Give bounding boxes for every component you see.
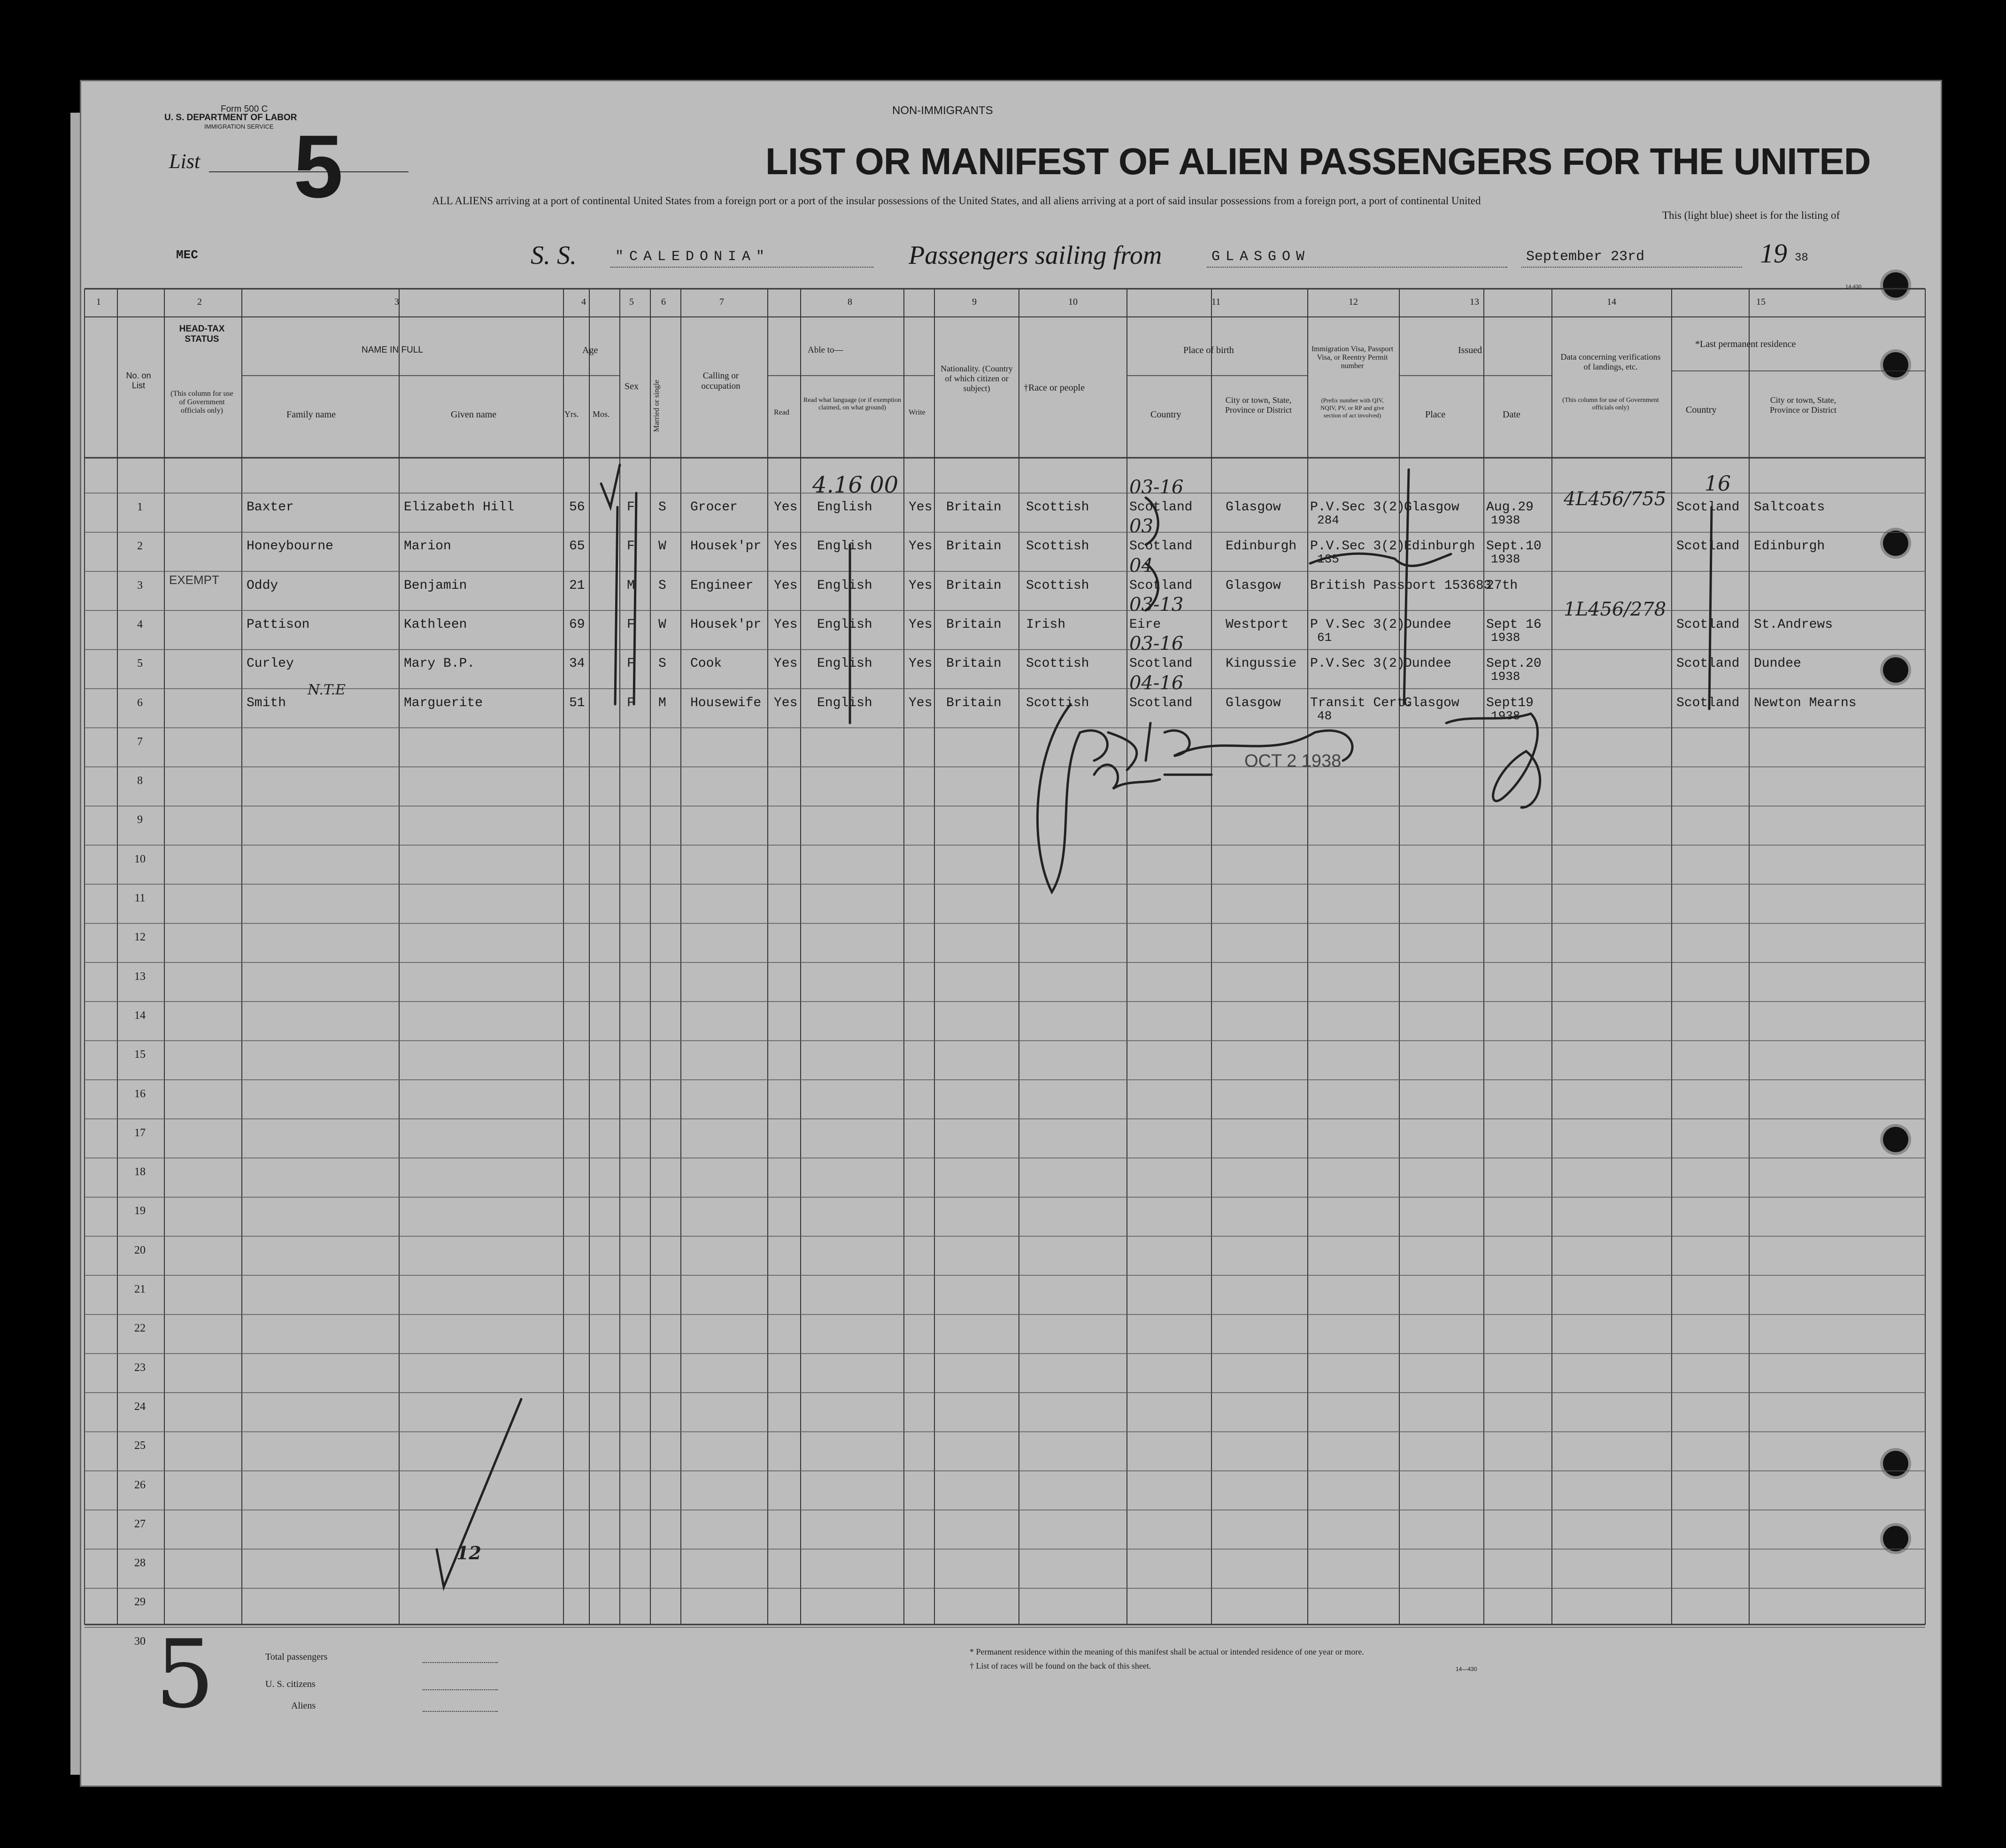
passenger-issued-year: 1938 (1491, 552, 1520, 567)
passenger-sex: M (627, 578, 635, 593)
birth-code-note: 03-16 (1129, 633, 1184, 655)
col-head-tax-note: (This column for use of Government officials only) (170, 390, 233, 415)
row-number: 1 (137, 501, 143, 513)
passenger-can-read: Yes (774, 539, 798, 554)
count-mark: 12 (456, 1542, 481, 1563)
passenger-language: English (817, 500, 872, 515)
passenger-visa-number: 284 (1317, 513, 1339, 527)
passenger-sex: F (627, 695, 635, 710)
row-number: 5 (137, 657, 143, 670)
passenger-nationality: Britain (946, 578, 1002, 593)
passenger-visa: P V.Sec 3(2) (1310, 617, 1405, 632)
sailing-date: September 23rd (1526, 249, 1645, 265)
year-suffix: 38 (1795, 252, 1808, 264)
passenger-residence-city: Dundee (1754, 656, 1801, 671)
footer-aliens: Aliens (291, 1701, 316, 1711)
passenger-issued-date: Aug.29 (1486, 500, 1534, 515)
passenger-age: 65 (569, 539, 585, 554)
passenger-occupation: Housewife (690, 695, 762, 710)
passenger-age: 51 (569, 695, 585, 710)
passenger-race: Irish (1026, 617, 1066, 632)
passenger-given-name: Benjamin (404, 578, 467, 593)
manifest-title: LIST OR MANIFEST OF ALIEN PASSENGERS FOR THE UNITED (765, 140, 1871, 182)
column-number: 15 (1756, 297, 1766, 307)
passenger-sex: F (627, 500, 635, 515)
subtitle-line-1: ALL ALIENS arriving at a port of continental United States from a foreign port or a port of the insular possessions of the United States, and all aliens arriving at a port of said insular possessions from a foreign port, a port of continental United (432, 195, 1481, 207)
col-issued-place: Place (1425, 409, 1446, 420)
row-number: 30 (134, 1635, 146, 1648)
passenger-given-name: Mary B.P. (404, 656, 475, 671)
long-flourish (1446, 714, 1540, 808)
tally-line-2 (1404, 470, 1409, 704)
passenger-family-name: Baxter (247, 500, 294, 515)
col-read: Read (774, 408, 789, 416)
row-number: 28 (134, 1557, 146, 1570)
passenger-race: Scottish (1026, 539, 1089, 554)
passenger-occupation: Housek'pr (690, 539, 762, 554)
year-prefix: 19 (1760, 238, 1787, 269)
column-number: 6 (661, 297, 666, 307)
col-race: †Race or people (1024, 383, 1085, 393)
column-number: 7 (719, 297, 724, 307)
passenger-birth-city: Edinburgh (1226, 539, 1297, 554)
row-number: 10 (134, 853, 146, 865)
passenger-occupation: Housek'pr (690, 617, 762, 632)
passenger-race: Scottish (1026, 695, 1089, 710)
inspector-initials (1094, 765, 1211, 789)
list-number: 5 (293, 117, 343, 216)
passenger-can-write: Yes (909, 500, 933, 515)
col-write: Write (909, 408, 926, 416)
col-last-residence: *Last permanent residence (1695, 339, 1796, 349)
passenger-visa: Transit Cert. (1310, 695, 1413, 710)
passenger-marital-status: S (658, 656, 666, 671)
passenger-occupation: Cook (690, 656, 722, 671)
footer-line-total (423, 1662, 498, 1663)
passenger-issued-date: Sept.20 (1486, 656, 1542, 671)
column-number: 12 (1349, 297, 1358, 307)
passenger-language: English (817, 656, 872, 671)
race-ditto (1146, 498, 1158, 610)
passenger-residence-country: Scotland (1676, 656, 1740, 671)
passenger-issued-place: Glasgow (1404, 695, 1459, 710)
passenger-age: 34 (569, 656, 585, 671)
row-number: 3 (137, 579, 143, 592)
passenger-nationality: Britain (946, 617, 1002, 632)
passenger-residence-country: Scotland (1676, 500, 1740, 515)
passenger-given-name: Kathleen (404, 617, 467, 632)
passenger-visa: P.V.Sec 3(2) (1310, 539, 1405, 554)
column-number: 1 (96, 297, 101, 307)
row-number: 29 (134, 1596, 146, 1609)
passenger-issued-place: Dundee (1404, 617, 1451, 632)
passenger-can-read: Yes (774, 695, 798, 710)
col-given-name: Given name (451, 409, 497, 420)
passenger-family-name: Smith (247, 695, 286, 710)
passenger-race: Scottish (1026, 500, 1089, 515)
visa-flourish (1310, 554, 1451, 566)
passenger-race: Scottish (1026, 578, 1089, 593)
passenger-birth-country: Scotland (1129, 500, 1193, 515)
passenger-given-name: Elizabeth Hill (404, 500, 515, 515)
passenger-sex: F (627, 617, 635, 632)
passenger-can-write: Yes (909, 539, 933, 554)
col-nationality: Nationality. (Country of which citizen or subject) (941, 364, 1013, 393)
passenger-language: English (817, 617, 872, 632)
row-number: 9 (137, 814, 143, 826)
row-number: 12 (134, 931, 146, 944)
passenger-can-read: Yes (774, 500, 798, 515)
passenger-race: Scottish (1026, 656, 1089, 671)
row-number: 22 (134, 1322, 146, 1335)
form-number: Form 500 C (221, 104, 268, 114)
row-number: 24 (134, 1400, 146, 1413)
footer-us-citizens: U. S. citizens (265, 1679, 316, 1689)
col-birth-country: Country (1150, 409, 1181, 420)
col-calling: Calling or occupation (701, 371, 741, 391)
passenger-visa-number: 48 (1317, 708, 1332, 723)
passenger-family-name: Pattison (247, 617, 310, 632)
row-number: 26 (134, 1478, 146, 1491)
passenger-residence-city: St.Andrews (1754, 617, 1833, 632)
passenger-birth-country: Scotland (1129, 539, 1193, 554)
passenger-family-name: Honeybourne (247, 539, 333, 554)
col-name-in-full: NAME IN FULL (362, 345, 423, 355)
row-number: 23 (134, 1361, 146, 1374)
checkmark-row1 (601, 465, 620, 507)
checkmark-vertical-2 (634, 493, 636, 704)
passenger-language: English (817, 578, 872, 593)
passenger-nationality: Britain (946, 539, 1002, 554)
row-number: 2 (137, 540, 143, 553)
footer-note-races: † List of races will be found on the back of this sheet. (970, 1661, 1151, 1671)
passenger-visa: P.V.Sec 3(2) (1310, 500, 1405, 515)
passenger-age: 56 (569, 500, 585, 515)
birth-code-note: 04-16 (1129, 672, 1184, 694)
col-age: Age (582, 345, 598, 355)
col-sex: Sex (625, 381, 639, 392)
passenger-issued-year: 1938 (1491, 513, 1520, 527)
list-label: List (169, 150, 201, 173)
column-number: 13 (1470, 297, 1479, 307)
row-number: 17 (134, 1126, 146, 1139)
row-number: 21 (134, 1283, 146, 1295)
col-no-on-list: No. on List (126, 371, 151, 390)
footer-form-code: 14—430 (1456, 1666, 1477, 1672)
row-number: 8 (137, 775, 143, 787)
arrival-date-stamp: OCT 2 1938 (1244, 751, 1342, 771)
row-number: 25 (134, 1440, 146, 1452)
clerk-code: MEC (176, 248, 198, 262)
row-number: 13 (134, 970, 146, 983)
col-yrs: Yrs. (564, 409, 579, 419)
passenger-issued-date: Sept19 (1486, 695, 1534, 710)
passenger-residence-city: Saltcoats (1754, 500, 1825, 515)
passenger-birth-country: Eire (1129, 617, 1161, 632)
passenger-marital-status: M (658, 695, 666, 710)
col-married: Married or single (653, 379, 661, 432)
passenger-visa-number: 135 (1317, 552, 1339, 567)
row-number: 11 (134, 892, 146, 904)
row-number: 27 (134, 1517, 146, 1530)
port-of-departure: GLASGOW (1211, 249, 1311, 265)
col-res-country: Country (1686, 405, 1717, 415)
form-code-top: 14-430 (1845, 284, 1862, 290)
passenger-given-name: Marion (404, 539, 451, 554)
footer-line-aliens (423, 1711, 498, 1712)
passenger-nationality: Britain (946, 500, 1002, 515)
passenger-can-write: Yes (909, 578, 933, 593)
column-number: 2 (197, 297, 202, 307)
row-number: 6 (137, 696, 143, 709)
passenger-issued-date: Sept.10 (1486, 539, 1542, 554)
footer-note-residence: * Permanent residence within the meaning of this manifest shall be actual or intended residence of one year or more. (970, 1647, 1364, 1656)
col-read-language: Read what language (or if exemption claimed, on what ground) (803, 397, 901, 411)
column-number: 3 (394, 297, 399, 307)
passenger-can-write: Yes (909, 695, 933, 710)
passenger-sex: F (627, 656, 635, 671)
passenger-occupation: Grocer (690, 500, 738, 515)
ss-label: S. S. (531, 241, 577, 270)
passenger-issued-year: 1938 (1491, 630, 1520, 645)
passenger-marital-status: W (658, 617, 666, 632)
passenger-birth-country: Scotland (1129, 656, 1193, 671)
col-head-tax: HEAD-TAX STATUS (179, 324, 225, 344)
passenger-birth-country: Scotland (1129, 578, 1193, 593)
service: IMMIGRATION SERVICE (204, 123, 274, 130)
col-able-to: Able to— (808, 345, 843, 355)
passenger-residence-country: Scotland (1676, 695, 1740, 710)
row-number: 4 (137, 618, 143, 631)
non-immigrants-heading: NON-IMMIGRANTS (892, 104, 993, 117)
row-number: 19 (134, 1205, 146, 1217)
checkmark-vertical (615, 507, 617, 704)
passenger-family-name: Curley (247, 656, 294, 671)
column-number: 5 (629, 297, 634, 307)
row-number: 15 (134, 1048, 146, 1061)
department: U. S. DEPARTMENT OF LABOR (164, 113, 297, 123)
landing-note-row4: 1L456/278 (1564, 599, 1667, 620)
passenger-can-write: Yes (909, 656, 933, 671)
passenger-given-name: Marguerite (404, 695, 483, 710)
passenger-birth-city: Glasgow (1226, 695, 1281, 710)
column-number: 8 (848, 297, 852, 307)
row-number: 20 (134, 1244, 146, 1256)
passenger-can-read: Yes (774, 617, 798, 632)
tally-line (1709, 507, 1712, 709)
footer-total-passengers: Total passengers (265, 1652, 328, 1662)
passenger-birth-city: Glasgow (1226, 578, 1281, 593)
col-mos: Mos. (593, 409, 610, 419)
exempt-stamp: EXEMPT (169, 573, 219, 587)
passenger-can-write: Yes (909, 617, 933, 632)
passenger-marital-status: S (658, 500, 666, 515)
passenger-occupation: Engineer (690, 578, 754, 593)
column-number: 11 (1211, 297, 1221, 307)
passenger-issued-date: Sept 16 (1486, 617, 1542, 632)
passenger-marital-status: S (658, 578, 666, 593)
col-res-city: City or town, State, Province or District (1770, 395, 1836, 415)
nte-note: N.T.E (308, 682, 346, 698)
subtitle-line-2: This (light blue) sheet is for the listing of (1662, 209, 1840, 221)
passenger-nationality: Britain (946, 656, 1002, 671)
residence-code: 16 (1705, 472, 1731, 496)
passenger-visa: British Passport 153683 (1310, 578, 1492, 593)
footer-line-citizens (423, 1689, 498, 1690)
column-number: 9 (972, 297, 977, 307)
col-issued: Issued (1458, 345, 1482, 355)
passenger-sex: F (627, 539, 635, 554)
passenger-language: English (817, 695, 872, 710)
passenger-issued-year: 1938 (1491, 708, 1520, 723)
column-number: 4 (581, 297, 586, 307)
passenger-issued-place: Dundee (1404, 656, 1451, 671)
col-visa: Immigration Visa, Passport Visa, or Reentry Permit number (1311, 345, 1394, 370)
column-number: 14 (1607, 297, 1616, 307)
row-number: 18 (134, 1166, 146, 1178)
passenger-residence-country: Scotland (1676, 539, 1740, 554)
col-visa-note: (Prefix number with QIV, NQIV, PV, or RP and give section of act involved) (1320, 397, 1384, 419)
passenger-birth-city: Kingussie (1226, 656, 1297, 671)
passenger-residence-city: Newton Mearns (1754, 695, 1857, 710)
row-number: 14 (134, 1009, 146, 1022)
passenger-issued-year: 1938 (1491, 670, 1520, 684)
col-family-name: Family name (286, 409, 336, 420)
passenger-nationality: Britain (946, 695, 1002, 710)
column-number: 10 (1068, 297, 1078, 307)
passenger-birth-city: Westport (1226, 617, 1289, 632)
passenger-marital-status: W (658, 539, 666, 554)
passenger-age: 21 (569, 578, 585, 593)
col-landing-note: (This column for use of Government officials only) (1562, 397, 1659, 411)
passenger-residence-country: Scotland (1676, 617, 1740, 632)
passenger-residence-city: Edinburgh (1754, 539, 1825, 554)
passenger-can-read: Yes (774, 578, 798, 593)
col-issued-date: Date (1503, 409, 1520, 420)
passenger-visa: P.V.Sec 3(2) (1310, 656, 1405, 671)
passenger-issued-date: 27th (1486, 578, 1518, 593)
language-code-note: 4.16 00 (812, 472, 899, 498)
passenger-visa-number: 61 (1317, 630, 1332, 645)
passenger-family-name: Oddy (247, 578, 278, 593)
birth-code-note: 04 (1129, 554, 1153, 577)
passenger-age: 69 (569, 617, 585, 632)
passenger-can-read: Yes (774, 656, 798, 671)
row-number: 7 (137, 735, 143, 748)
margin-list-number: 5 (155, 1620, 215, 1729)
sailing-from-label: Passengers sailing from (909, 241, 1162, 270)
tick-mark-large (437, 1399, 521, 1587)
inspector-signature (1037, 704, 1352, 892)
col-place-of-birth: Place of birth (1183, 345, 1234, 355)
passenger-issued-place: Glasgow (1404, 500, 1459, 515)
passenger-issued-place: Edinburgh (1404, 539, 1475, 554)
landing-note-row1: 4L456/755 (1564, 488, 1667, 510)
passenger-birth-city: Glasgow (1226, 500, 1281, 515)
birth-code-note: 03-16 (1129, 477, 1184, 498)
row-number: 16 (134, 1087, 146, 1100)
col-landing-data: Data concerning verifications of landings, etc. (1560, 352, 1661, 371)
birth-code-note: 03-13 (1129, 593, 1184, 616)
passenger-birth-country: Scotland (1129, 695, 1193, 710)
ship-name: "CALEDONIA" (615, 249, 771, 265)
col-birth-city: City or town, State, Province or District (1225, 395, 1292, 415)
passenger-language: English (817, 539, 872, 554)
birth-code-note: 03 (1129, 516, 1153, 538)
